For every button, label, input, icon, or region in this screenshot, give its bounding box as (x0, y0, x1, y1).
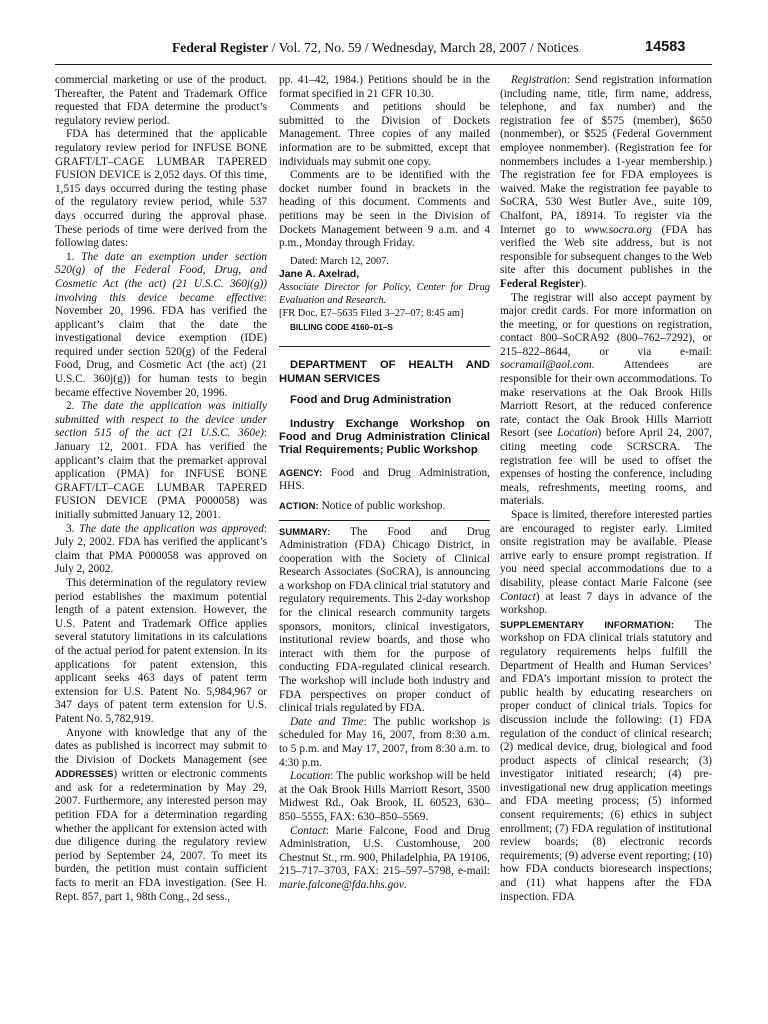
paragraph: commercial marketing or use of the product. Thereafter, the Patent and Trademark Office requested that FDA determine the product’s regulatory review period. (55, 74, 267, 127)
paragraph: pp. 41–42, 1984.) Petitions should be in the format specified in 21 CFR 10.30. (279, 74, 490, 100)
date-time-label: Date and Time (290, 715, 364, 728)
location-label: Location (290, 770, 331, 783)
text: . (403, 878, 407, 891)
location-text: : The public workshop will be held at the Oak Brook Hills Marriott Resort, 3500 Midwest Rd., Oak Brook, IL 60523, 630–850–5555, FAX: 630–850–5569. (279, 770, 490, 823)
date-item-2 (55, 400, 267, 522)
item-text: : November 20, 1996. FDA has verified the applicant’s claim that the date the investigational device exemption (IDE) required under section 520(g) of the Federal Food, Drug, and Cosmetic Act (the act) (21 U.S.C. 360j(g)) for human tests to begin became effective November 20, 1996. (55, 291, 267, 399)
item-heading: The date the application was initially submitted with respect to the device under section 515 of the act (21 U.S.C. 360e) (55, 400, 268, 440)
text: ) at least 7 days in advance of the workshop. (500, 590, 712, 617)
column-2 (279, 74, 490, 893)
department-heading: DEPARTMENT OF HEALTH AND HUMAN SERVICES (279, 359, 490, 385)
summary-paragraph (279, 525, 490, 716)
agency-line (279, 466, 490, 494)
item-number: 2. (66, 400, 81, 413)
action-line (279, 499, 490, 514)
paragraph: FDA has determined that the applicable regulatory review period for INFUSE BONE GRAFT/LT–CAGE LUMBAR TAPERED FUSION DEVICE is 2,052 days. Of this time, 1,515 days occurred during the testing phase of the regulatory review period, while 537 days occurred during the approval phase. These periods of time were derived from the following dates: (55, 128, 267, 250)
supplementary-paragraph (500, 618, 712, 904)
item-heading: The date the application was approved (79, 522, 264, 535)
text: ) written or electronic comments and ask for a redetermination by May 29, 2007. Furthermore, any interested person may petition FDA for a determination regarding whether the applicant for extension acted with due diligence during the regulatory review period by September 24, 2007. To meet its burden, the petition must contain sufficient facts to merit an FDA investigation. (See H. Rept. 857, part 1, 98th Cong., 2d sess., (55, 768, 267, 903)
registration-label: Registration (511, 74, 567, 86)
page-header (0, 40, 768, 60)
column-3 (500, 74, 712, 904)
contact-ref: Contact (500, 590, 536, 603)
dated-line: Dated: March 12, 2007. (290, 255, 389, 267)
item-text: : January 12, 2001. FDA has verified the applicant’s claim that the premarket approval application (PMA) for INFUSE BONE GRAFT/LT–CAGE LUMBAR TAPERED FUSION DEVICE (PMA P000058) was initially submitted January 12, 2001. (55, 427, 267, 521)
text: Space is limited, therefore interested parties are encouraged to register early. Limited onsite registration may be available. Please arrive early to ensure prompt registration. If you need special accommodations due to a disability, please contact Marie Falcone (see (500, 509, 712, 589)
date-time-paragraph (279, 716, 490, 770)
billing-code: BILLING CODE 4160–01–S (290, 322, 393, 332)
date-item-3 (55, 523, 267, 577)
socra-email-link[interactable]: socramail@aol.com (500, 359, 592, 372)
issue-details: / Vol. 72, No. 59 / Wednesday, March 28, 2007 / Notices (268, 40, 579, 55)
text: : Send registration information (including name, title, firm name, address, telephone, and fax number) and the registration fee of $575 (member), $650 (nonmember), or $525 (Federal Government employee nonmember). (Registration fee for nonmembers includes a 1-year membership.) The registration fee for FDA employees is waived. Make the registration fee payable to SoCRA, 530 West Butler Ave., suite 109, Chalfont, PA, 18914. To register via the Internet go to (500, 74, 712, 236)
summary-label: SUMMARY: (279, 525, 331, 537)
contact-paragraph (279, 825, 490, 893)
agency-text: Food and Drug Administration, HHS. (279, 466, 490, 493)
text: Anyone with knowledge that any of the dates as published is incorrect may submit to the Division of Dockets Management (see (55, 726, 267, 766)
date-item-1 (55, 251, 267, 401)
paragraph: Comments and petitions should be submitted to the Division of Dockets Management. Three copies of any mailed information are to be submitted, except that individuals may submit one copy. (279, 101, 490, 168)
signer-name: Jane A. Axelrad, (279, 269, 360, 281)
item-number: 1. (66, 250, 82, 263)
paragraph (500, 292, 712, 510)
item-number: 3. (66, 522, 80, 535)
supplementary-label: SUPPLEMENTARY INFORMATION: (500, 618, 675, 630)
addresses-ref: ADDRESSES (55, 768, 114, 780)
federal-register-ref: Federal Register (500, 277, 580, 290)
agency-heading: Food and Drug Administration (290, 394, 452, 407)
paragraph (500, 509, 712, 618)
item-text: : July 2, 2002. FDA has verified the applicant’s claim that PMA P000058 was approved on July 2, 2002. (55, 522, 267, 576)
contact-text: : Marie Falcone, Food and Drug Administration, U.S. Customhouse, 200 Chestnut St., rm. 900, Philadelphia, PA 19106, 215–717–3703, FAX: 215–597–5798, e-mail: (279, 824, 490, 878)
section-rule (279, 520, 490, 521)
text: ) before April 24, 2007, citing meeting code SCRSCRA. The registration fee will be used to offset the expenses of hosting the conference, including meals, refreshments, meeting rooms, and materials. (500, 427, 712, 508)
text: . Attendees are responsible for their own accommodations. To make reservations at the Oak Brook Hills Marriott Resort, at the reduced conference rate, contact the Oak Brook Hills Marriott Resort (see (500, 359, 712, 440)
running-head (172, 40, 579, 56)
publication-name: Federal Register (172, 40, 269, 55)
text: The registrar will also accept payment by major credit cards. For more information on the meeting, or for questions on registration, contact 800–SoCRA92 (800–762–7292), or 215–822–8644, or via e-mail: (500, 291, 712, 358)
date-time-text: : The public workshop is scheduled for May 16, 2007, from 8:30 a.m. to 5 p.m. and May 17, 2007, from 8:30 a.m. to 4:30 p.m. (279, 715, 490, 769)
text: ). (579, 277, 587, 290)
registration-paragraph (500, 74, 712, 292)
paragraph: This determination of the regulatory review period establishes the maximum potential length of a patent extension. However, the U.S. Patent and Trademark Office applies several statutory limitations in its calculations of the actual period for patent extension. In its applications for patent extension, this applicant seeks 463 days of patent term extension for U.S. Patent No. 5,984,967 or 347 days of patent term extension for U.S. Patent No. 5,782,919. (55, 576, 267, 725)
page-number: 14583 (645, 39, 686, 55)
item-heading: The date an exemption under section 520(g) of the Federal Food, Drug, and Cosmetic Act (the act) (21 U.S.C. 360j(g)) involving this device became effective (55, 250, 268, 304)
supplementary-text: The workshop on FDA clinical trials statutory and regulatory requirements helps fulfill the Department of Health and Human Services’ and FDA’s important mission to protect the public health by educating researchers on proper conduct of clinical trials. Topics for discussion include the following: (1) FDA regulation of the conduct of clinical research; (2) medical device, drug, biological and food product aspects of clinical research; (3) investigator initiated research; (4) pre-investigational new drug application meetings and FDA meeting process; (5) informed consent requirements; (6) ethics in subject enrollment; (7) FDA regulation of institutional review boards; (8) electronic records requirements; (9) adverse event reporting; (10) how FDA conducts bioresearch inspections; and (11) what happens after the FDA inspection. FDA (500, 618, 713, 903)
summary-text: The Food and Drug Administration (FDA) Chicago District, in cooperation with the Society of Clinical Research Associates (SoCRA), is announcing a workshop on FDA clinical trial statutory and regulatory requirements. This 2-day workshop for the clinical research community targets sponsors, monitors, clinical investigators, institutional review boards, and those who interact with them for the purpose of conducting FDA-regulated clinical research. The workshop will include both industry and FDA perspectives on proper conduct of clinical trials regulated by FDA. (279, 525, 490, 715)
contact-email-link[interactable]: marie.falcone@fda.hhs.gov (279, 878, 404, 891)
socra-url-link[interactable]: www.socra.org (584, 223, 652, 236)
contact-label: Contact (290, 824, 326, 837)
header-rule (55, 64, 712, 65)
column-1 (55, 74, 267, 904)
agency-label: AGENCY: (279, 466, 323, 478)
paragraph: Comments are to be identified with the docket number found in brackets in the heading of this document. Comments and petitions may be seen in the Division of Dockets Management between 9 a.m. and 4 p.m., Monday through Friday. (279, 169, 490, 250)
paragraph (55, 727, 267, 905)
action-label: ACTION: (279, 499, 319, 511)
document-title: Industry Exchange Workshop on Food and Drug Administration Clinical Trial Requirements; Public Workshop (279, 417, 490, 457)
action-text: Notice of public workshop. (318, 499, 446, 512)
location-paragraph (279, 770, 490, 824)
fr-doc-line: [FR Doc. E7–5635 Filed 3–27–07; 8:45 am] (279, 308, 464, 320)
section-rule (279, 346, 490, 347)
location-ref: Location (557, 427, 598, 440)
text: (FDA has verified the Web site address, but is not responsible for subsequent changes to the Web site after this document publishes in the (500, 223, 712, 277)
signer-title: Associate Director for Policy, Center for Drug Evaluation and Research. (279, 281, 490, 306)
